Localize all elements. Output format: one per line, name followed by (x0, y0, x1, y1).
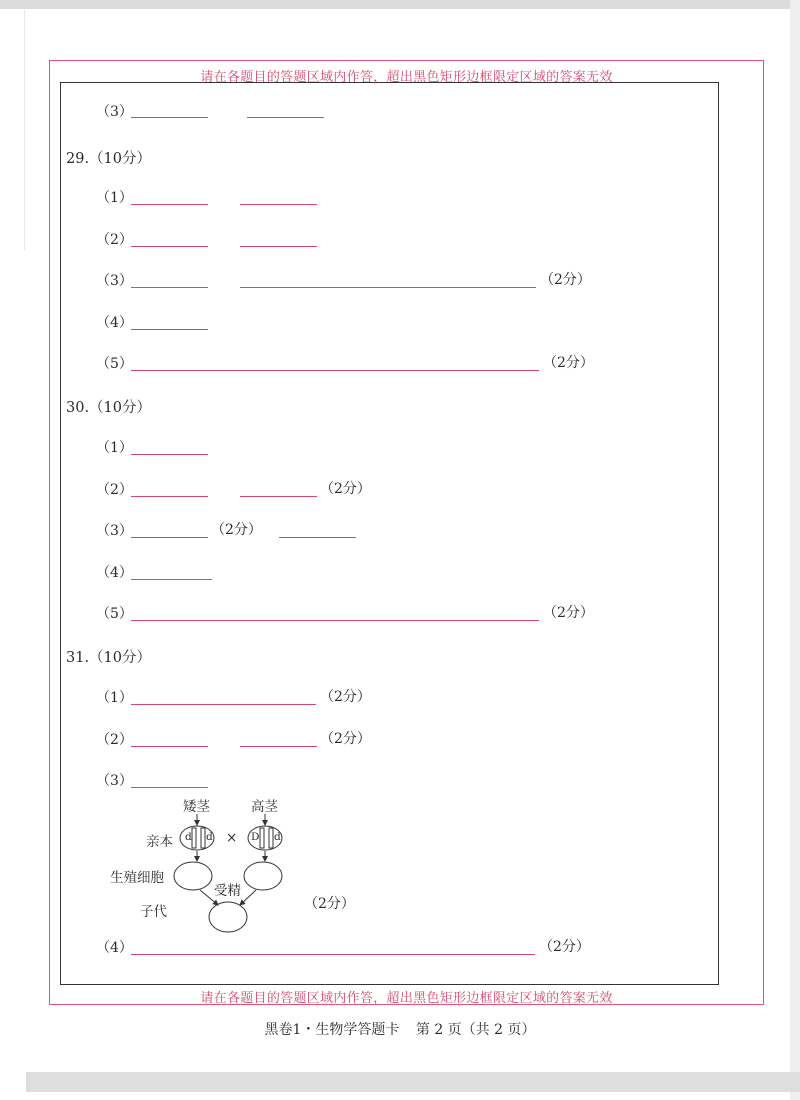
q30-3-points: （2分） (211, 522, 262, 538)
tall-stem-label: 高茎 (251, 799, 278, 815)
q30-2-blank-a[interactable] (131, 496, 208, 497)
fertilization-arrow-right (240, 890, 256, 905)
gamete-label: 生殖细胞 (110, 870, 164, 886)
q30-5-blank[interactable] (131, 620, 539, 621)
q30-item-3-num: （3） (96, 523, 133, 539)
q30-2-points: （2分） (320, 481, 371, 497)
q31-1-blank[interactable] (131, 704, 316, 705)
q30-3-blank-b[interactable] (279, 537, 356, 538)
q31-4-points: （2分） (539, 939, 590, 955)
diagram-points: （2分） (304, 896, 355, 912)
cross-symbol: × (226, 830, 238, 846)
footer-page: 第 2 页（共 2 页） (415, 1022, 536, 1038)
q29-2-blank-b[interactable] (240, 246, 317, 247)
scan-bottom-edge (26, 1072, 800, 1092)
left-allele-2: d (206, 831, 213, 843)
left-chromosome-1 (192, 828, 196, 848)
q29-item-4-num: （4） (96, 315, 133, 331)
q31-heading: 31.（10分） (66, 650, 152, 666)
q31-2-blank-b[interactable] (240, 746, 317, 747)
q30-heading: 30.（10分） (66, 400, 152, 416)
scan-right-edge (790, 0, 800, 1100)
q29-5-blank[interactable] (131, 370, 539, 371)
q29-item-2-num: （2） (96, 232, 133, 248)
q29-1-blank-a[interactable] (131, 204, 208, 205)
q29-item-5-num: （5） (96, 356, 133, 372)
q31-2-points: （2分） (320, 731, 371, 747)
right-chromosome-2 (269, 828, 273, 848)
page-footer (0, 1019, 800, 1039)
q29-3-blank-b[interactable] (240, 287, 536, 288)
q29-5-points: （2分） (543, 355, 594, 371)
q31-item-1-num: （1） (96, 690, 133, 706)
q30-item-4-num: （4） (96, 565, 133, 581)
fertilization-label: 受精 (214, 883, 241, 899)
q30-1-blank[interactable] (131, 454, 208, 455)
q29-2-blank-a[interactable] (131, 246, 208, 247)
right-gamete-cell (244, 862, 282, 890)
q28-3-blank-a[interactable] (131, 117, 208, 118)
q30-5-points: （2分） (543, 605, 594, 621)
genetic-cross-diagram (110, 795, 410, 935)
offspring-cell (209, 902, 247, 932)
left-allele-1: d (185, 831, 192, 843)
q29-item-1-num: （1） (96, 190, 133, 206)
q31-2-blank-a[interactable] (131, 746, 208, 747)
q29-item-3-num: （3） (96, 273, 133, 289)
q31-4-blank[interactable] (131, 954, 535, 955)
q31-item-4-num: （4） (96, 940, 133, 956)
top-warning: 请在各题目的答题区域内作答，超出黑色矩形边框限定区域的答案无效 (200, 70, 613, 85)
q28-3-blank-b[interactable] (247, 117, 324, 118)
q31-item-3-num: （3） (96, 773, 133, 789)
q29-1-blank-b[interactable] (240, 204, 317, 205)
dwarf-stem-label: 矮茎 (183, 799, 210, 815)
q29-3-blank-a[interactable] (131, 287, 208, 288)
footer-title: 黑卷1・生物学答题卡 (264, 1022, 400, 1038)
q30-3-blank-a[interactable] (131, 537, 208, 538)
q30-item-1-num: （1） (96, 440, 133, 456)
scan-left-shadow (24, 10, 25, 250)
right-allele-2: d (274, 831, 281, 843)
q30-2-blank-b[interactable] (240, 496, 317, 497)
bottom-warning: 请在各题目的答题区域内作答，超出黑色矩形边框限定区域的答案无效 (200, 991, 613, 1006)
q29-3-points: （2分） (540, 272, 591, 288)
parent-label: 亲本 (146, 834, 173, 850)
q31-3-blank[interactable] (131, 787, 208, 788)
q31-item-2-num: （2） (96, 732, 133, 748)
q28-item-3-num: （3） (96, 104, 133, 120)
left-chromosome-2 (201, 828, 205, 848)
q29-heading: 29.（10分） (66, 151, 152, 167)
q29-4-blank[interactable] (131, 329, 208, 330)
right-chromosome-1 (260, 828, 264, 848)
right-allele-1: D (251, 831, 260, 843)
left-gamete-cell (174, 862, 212, 890)
q30-4-blank[interactable] (131, 579, 212, 580)
q30-item-5-num: （5） (96, 606, 133, 622)
q31-1-points: （2分） (320, 689, 371, 705)
scan-top-edge (0, 0, 800, 9)
offspring-label: 子代 (140, 904, 167, 920)
q30-item-2-num: （2） (96, 482, 133, 498)
